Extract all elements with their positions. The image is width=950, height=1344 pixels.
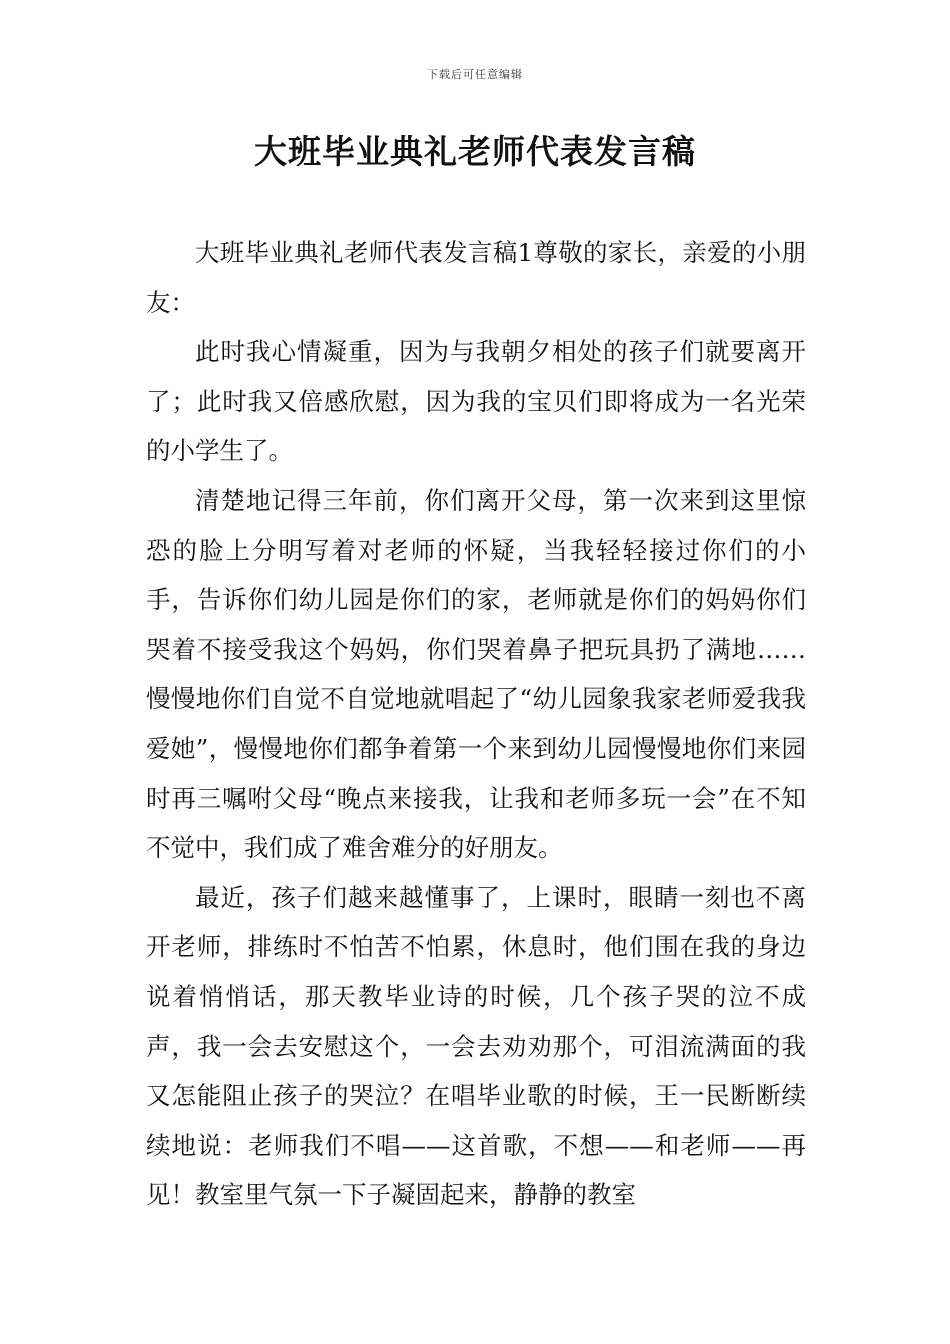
header-note: 下载后可任意编辑: [427, 68, 523, 81]
paragraph-4: 最近，孩子们越来越懂事了，上课时，眼睛一刻也不离开老师，排练时不怕苦不怕累，休息时，他们围在我的身边说着悄悄话，那天教毕业诗的时候，几个孩子哭的泣不成声，我一会去安慰这个，一会去劝劝那个，可泪流满面的我又怎能阻止孩子的哭泣？在唱毕业歌的时候，王一民断断续续地说：老师我们不唱——这首歌，不想——和老师——再见！教室里气氛一下子凝固起来，静静的教室: [146, 882, 806, 1210]
paragraph-1: 大班毕业典礼老师代表发言稿1尊敬的家长，亲爱的小朋友：: [146, 238, 806, 317]
paragraph-3: 清楚地记得三年前，你们离开父母，第一次来到这里惊恐的脸上分明写着对老师的怀疑，当我轻轻接过你们的小手，告诉你们幼儿园是你们的家，老师就是你们的妈妈你们哭着不接受我这个妈妈，你们哭着鼻子把玩具扔了满地……慢慢地你们自觉不自觉地就唱起了“幼儿园象我家老师爱我我爱她”，慢慢地你们都争着第一个来到幼儿园慢慢地你们来园时再三嘱咐父母“晚点来接我，让我和老师多玩一会”在不知不觉中，我们成了难舍难分的好朋友。: [146, 485, 806, 863]
paragraph-2: 此时我心情凝重，因为与我朝夕相处的孩子们就要离开了；此时我又倍感欣慰，因为我的宝贝们即将成为一名光荣的小学生了。: [146, 337, 806, 466]
document-body: [146, 228, 806, 1220]
document-title: 大班毕业典礼老师代表发言稿: [254, 132, 696, 171]
